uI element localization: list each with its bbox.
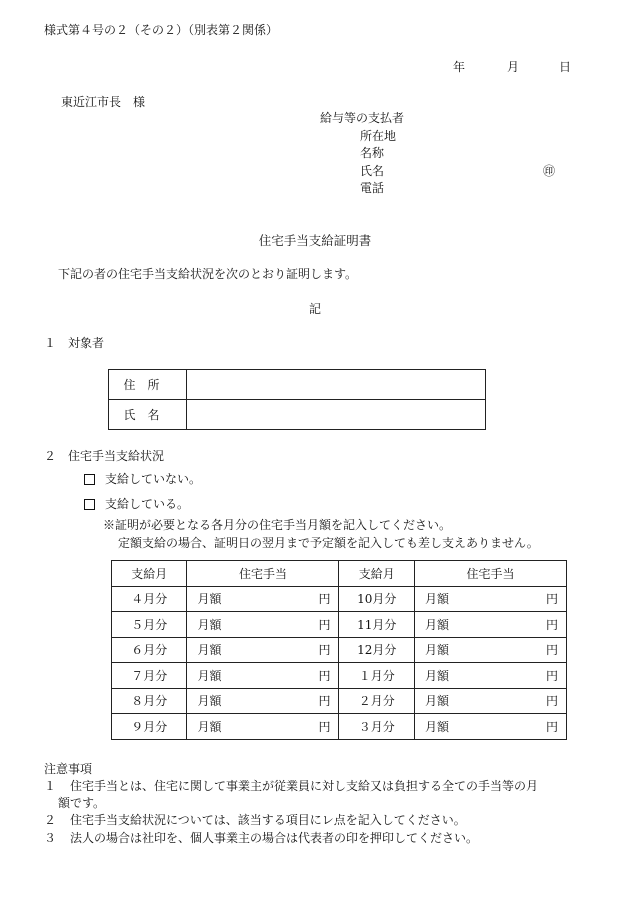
- amount-unit: 円: [545, 694, 558, 709]
- amount-field[interactable]: [187, 641, 338, 658]
- right-amount-cell[interactable]: [414, 714, 566, 740]
- amount-prefix: 月額: [197, 694, 222, 709]
- column-header: 住宅手当: [187, 561, 339, 587]
- amount-field[interactable]: [415, 616, 566, 633]
- instruction-note: ※証明が必要となる各月分の住宅手当月額を記入してください。: [103, 518, 452, 532]
- right-amount-cell[interactable]: [414, 637, 566, 663]
- right-month-cell: ２月分: [339, 688, 414, 714]
- name-label: 氏名: [109, 400, 187, 430]
- date-month-label: 月: [507, 60, 520, 74]
- table-row: [112, 688, 567, 714]
- table-header-row: [112, 561, 567, 587]
- amount-field[interactable]: [415, 667, 566, 684]
- amount-unit: 円: [318, 643, 331, 658]
- amount-unit: 円: [545, 592, 558, 607]
- checkbox-icon[interactable]: [84, 499, 95, 510]
- amount-unit: 円: [318, 592, 331, 607]
- section2-heading: ２ 住宅手当支給状況: [44, 449, 165, 463]
- amount-field[interactable]: [187, 590, 338, 607]
- right-amount-cell[interactable]: [414, 586, 566, 612]
- table-row: [112, 637, 567, 663]
- allowance-table: [111, 560, 567, 740]
- payer-title: 給与等の支払者: [320, 111, 405, 125]
- checkbox-icon[interactable]: [84, 474, 95, 485]
- amount-field[interactable]: [415, 590, 566, 607]
- amount-field[interactable]: [187, 718, 338, 735]
- option-label: 支給していない。: [105, 472, 202, 486]
- option-label: 支給している。: [105, 497, 190, 511]
- amount-prefix: 月額: [197, 592, 222, 607]
- document-title: 住宅手当支給証明書: [258, 233, 372, 248]
- note-text: 住宅手当支給状況については、該当する項目にレ点を記入してください。: [70, 813, 466, 827]
- table-row: [109, 370, 486, 400]
- amount-field[interactable]: [187, 616, 338, 633]
- payer-name-label: 名称: [360, 146, 385, 160]
- amount-prefix: 月額: [424, 668, 449, 683]
- amount-unit: 円: [318, 694, 331, 709]
- amount-prefix: 月額: [424, 719, 449, 734]
- addressee: 東近江市長 様: [61, 95, 146, 109]
- payer-phone-label: 電話: [360, 181, 385, 195]
- amount-unit: 円: [318, 719, 331, 734]
- note-item: [44, 831, 478, 846]
- note-text: 法人の場合は社印を、個人事業主の場合は代表者の印を押印してください。: [70, 831, 479, 845]
- payer-address-label: 所在地: [360, 129, 397, 143]
- amount-unit: 円: [545, 668, 558, 683]
- notes-title: 注意事項: [44, 762, 93, 776]
- amount-prefix: 月額: [197, 719, 222, 734]
- note-item: [44, 779, 538, 794]
- ki-heading: 記: [308, 302, 321, 316]
- note-text: 住宅手当とは、住宅に関して事業主が従業員に対し支給又は負担する全ての手当等の月: [70, 779, 539, 793]
- seal-mark: ㊞: [543, 164, 556, 178]
- table-row: [112, 612, 567, 638]
- amount-prefix: 月額: [197, 617, 222, 632]
- amount-field[interactable]: [187, 692, 338, 709]
- form-number: 様式第４号の２（その２）（別表第２関係）: [44, 23, 279, 37]
- right-month-cell: 12月分: [339, 637, 414, 663]
- amount-prefix: 月額: [424, 592, 449, 607]
- instruction-note-cont: 定額支給の場合、証明日の翌月まで予定額を記入しても差し支えありません。: [118, 536, 539, 550]
- left-amount-cell[interactable]: [187, 637, 339, 663]
- right-amount-cell[interactable]: [414, 663, 566, 689]
- payer-person-label: 氏名: [360, 164, 385, 178]
- target-person-table: [108, 369, 486, 430]
- right-amount-cell[interactable]: [414, 688, 566, 714]
- amount-field[interactable]: [415, 692, 566, 709]
- amount-unit: 円: [318, 668, 331, 683]
- note-text-cont: 額です。: [58, 796, 106, 810]
- amount-prefix: 月額: [197, 643, 222, 658]
- left-month-cell: ８月分: [112, 688, 187, 714]
- amount-field[interactable]: [187, 667, 338, 684]
- option-paid[interactable]: [84, 497, 189, 512]
- left-month-cell: ７月分: [112, 663, 187, 689]
- left-amount-cell[interactable]: [187, 612, 339, 638]
- option-not-paid[interactable]: [84, 472, 201, 487]
- right-month-cell: ３月分: [339, 714, 414, 740]
- note-number: ３: [44, 831, 57, 845]
- amount-prefix: 月額: [197, 668, 222, 683]
- table-row: [109, 400, 486, 430]
- amount-prefix: 月額: [424, 617, 449, 632]
- amount-unit: 円: [545, 719, 558, 734]
- left-amount-cell[interactable]: [187, 714, 339, 740]
- right-month-cell: １月分: [339, 663, 414, 689]
- note-number: １: [44, 779, 57, 793]
- note-item: [44, 813, 466, 828]
- amount-unit: 円: [545, 643, 558, 658]
- amount-unit: 円: [318, 617, 331, 632]
- left-month-cell: ５月分: [112, 612, 187, 638]
- date-day-label: 日: [559, 60, 572, 74]
- right-month-cell: 11月分: [339, 612, 414, 638]
- left-amount-cell[interactable]: [187, 688, 339, 714]
- left-month-cell: ４月分: [112, 586, 187, 612]
- table-row: [112, 586, 567, 612]
- address-label: 住所: [109, 370, 187, 400]
- amount-unit: 円: [545, 617, 558, 632]
- date-year-label: 年: [453, 60, 466, 74]
- left-month-cell: ９月分: [112, 714, 187, 740]
- left-amount-cell[interactable]: [187, 663, 339, 689]
- amount-field[interactable]: [415, 718, 566, 735]
- right-month-cell: 10月分: [339, 586, 414, 612]
- address-field[interactable]: [187, 370, 486, 400]
- amount-field[interactable]: [415, 641, 566, 658]
- table-row: [112, 663, 567, 689]
- amount-prefix: 月額: [424, 643, 449, 658]
- right-amount-cell[interactable]: [414, 612, 566, 638]
- note-number: ２: [44, 813, 57, 827]
- left-amount-cell[interactable]: [187, 586, 339, 612]
- left-month-cell: ６月分: [112, 637, 187, 663]
- amount-prefix: 月額: [424, 694, 449, 709]
- table-row: [112, 714, 567, 740]
- column-header: 住宅手当: [414, 561, 566, 587]
- column-header: 支給月: [112, 561, 187, 587]
- section1-heading: １ 対象者: [44, 336, 105, 350]
- intro-text: 下記の者の住宅手当支給状況を次のとおり証明します。: [58, 267, 358, 281]
- name-field[interactable]: [187, 400, 486, 430]
- column-header: 支給月: [339, 561, 414, 587]
